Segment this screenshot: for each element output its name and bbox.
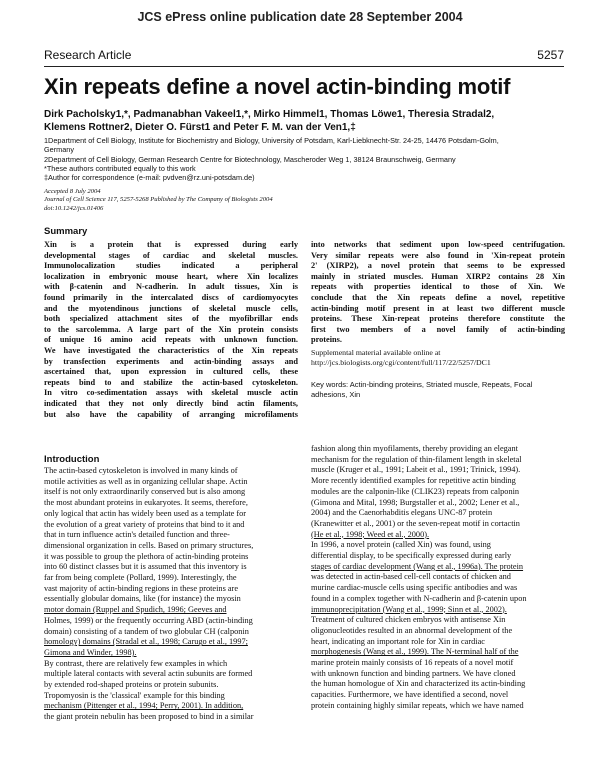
summary-line: proteins. These Xin-repeat proteins therefore constitute the — [311, 314, 565, 324]
introduction-right-column — [311, 444, 565, 712]
author-list — [44, 108, 564, 134]
correspondence-line: ‡Author for correspondence (e-mail: pvdven@rz.uni-potsdam.de) — [44, 173, 255, 183]
body-line-citation[interactable]: (He et al., 1998; Weed et al., 2000). — [311, 529, 430, 539]
body-line: by extended rod-shaped proteins or protein subunits. — [44, 680, 219, 690]
body-line-citation[interactable]: Gimona and Winder, 1998). — [44, 647, 137, 657]
doi: doi:10.1242/jcs.01406 — [44, 204, 104, 212]
affiliation-line: *These authors contributed equally to this work — [44, 163, 196, 173]
affiliations — [44, 136, 564, 182]
body-line: the giant protein nebulin has been proposed to bind in a similar — [44, 712, 254, 722]
body-line: heart, indicating an important role for Xin in cardiac — [311, 636, 485, 646]
body-line: In 1996, a novel protein (called Xin) was found, using — [311, 540, 491, 550]
body-line: motile activities as well as in organizing cellular shape. Actin — [44, 476, 248, 486]
journal-citation: Journal of Cell Science 117, 5257-5268 Published by The Company of Biologists 2004 — [44, 196, 273, 204]
body-line: oligonucleotides resulted in an abnormal development of the — [311, 625, 513, 635]
body-line: itself is not only extraordinarily conserved but is also among — [44, 487, 246, 497]
summary-right-column — [311, 240, 565, 346]
body-line: vast majority of actin-binding regions in these proteins are — [44, 583, 239, 593]
body-line: it was possible to group the plethora of actin-binding proteins — [44, 551, 249, 561]
summary-line: indicated that they not only directly bind actin filaments, — [44, 398, 298, 408]
summary-heading: Summary — [44, 226, 88, 237]
summary-line: 2' (XIRP2), a novel protein that seems to be expressed — [311, 261, 565, 271]
body-line: the most abundant proteins in eukaryotes. It seems, therefore, — [44, 498, 248, 508]
body-line: More recently identified examples for repetitive actin binding — [311, 476, 516, 486]
summary-line: repeats with properties identical to those of Xin. We — [311, 282, 565, 292]
summary-line: Immunolocalization studies indicated a peripheral — [44, 261, 298, 271]
article-title: Xin repeats define a novel actin-binding motif — [44, 74, 511, 99]
introduction-left-column — [44, 466, 298, 723]
summary-line: ascertained that, upon expression in cultured cells, these — [44, 367, 298, 377]
summary-line: Very similar repeats were also found in 'Xin-repeat protein — [311, 250, 565, 260]
body-line-citation[interactable]: mechanism (Pittenger et al., 1994; Perry, 2001). In addition, — [44, 701, 244, 711]
summary-line: conclude that the Xin repeats define a novel, repetitive — [311, 292, 565, 302]
section-label: Research Article — [44, 48, 132, 62]
header-rule — [44, 66, 564, 67]
summary-line: by transfection experiments and actin-binding assays and — [44, 356, 298, 366]
supplemental-note — [311, 348, 565, 368]
summary-line: found primarily in the intercalated discs of cardiomyocytes — [44, 292, 298, 302]
summary-line: and the myotendinous junctions of skeletal muscle cells, — [44, 303, 298, 313]
keywords: Key words: Actin-binding proteins, Striated muscle, Repeats, Focal adhesions, Xin — [311, 380, 533, 400]
author-line: Klemens Rottner2, Dieter O. Fürst1 and Peter F. M. van der Ven1,‡ — [44, 122, 356, 133]
body-line-citation[interactable]: stages of cardiac development (Wang et al., 1996a). The protein — [311, 561, 524, 571]
body-line: into 60 distinct classes but it is assumed that this inventory is — [44, 562, 247, 572]
body-line: Holmes, 1999) or the frequently occurring ABD (actin-binding — [44, 615, 253, 625]
summary-line: both specialized attachment sites of the myofibrillar ends — [44, 314, 298, 324]
body-line: fashion along thin myofilaments, thereby providing an elegant — [311, 444, 518, 453]
epress-banner: JCS ePress online publication date 28 September 2004 — [137, 10, 463, 24]
affiliation-line: Germany — [44, 145, 75, 155]
summary-line: with β-catenin and N-cadherin. In adult tissues, Xin is — [44, 282, 298, 292]
body-line: Tropomyosin is the 'classical' example for this binding — [44, 690, 225, 700]
body-line: dimensional organization in cells. Based on primary structures, — [44, 540, 254, 550]
body-line-citation[interactable]: homology) domains (Stradal et al., 1998; Carugo et al., 1997; — [44, 637, 248, 647]
summary-line: developmental stages of cardiac and skeletal muscles. — [44, 250, 298, 260]
body-line: mechanism for the regulation of thin-filament length in skeletal — [311, 454, 522, 464]
body-line-citation[interactable]: morphogenesis (Wang et al., 1999). The N-terminal half of the — [311, 647, 519, 657]
summary-line: repeats bind to and stabilize the actin-based cytoskeleton. — [44, 377, 298, 387]
summary-line: proteins. — [311, 335, 342, 345]
body-line: (Gimona and Mital, 1998; Burgstaller et al., 2002; Lener et al., — [311, 497, 520, 507]
body-line: The actin-based cytoskeleton is involved in many kinds of — [44, 466, 238, 475]
body-line: capacities. Furthermore, we have identified a second, novel — [311, 690, 509, 700]
summary-left-column — [44, 240, 298, 420]
body-line: 2004) and the Caenorhabditis elegans UNC-87 protein — [311, 508, 493, 518]
body-line: differential display, to be specifically expressed during early — [311, 551, 512, 561]
body-line: murine cardiac-muscle cells using specific antibodies and was — [311, 583, 518, 593]
body-line-citation[interactable]: motor domain (Ruppel and Spudich, 1996; Geeves and — [44, 605, 227, 615]
body-line: that in turn influence actin's detailed function and three- — [44, 530, 230, 540]
summary-line: localization in embryonic mouse heart, where Xin localizes — [44, 271, 298, 281]
summary-line: mainly in striated muscles. Human XIRP2 contains 28 Xin — [311, 271, 565, 281]
summary-line: Xin is a protein that is expressed during early — [44, 240, 298, 249]
summary-line: In vitro co-sedimentation assays with skeletal muscle actin — [44, 388, 298, 398]
body-line: far from being complete (Pollard, 1999). Interestingly, the — [44, 573, 237, 583]
supplemental-text: Supplemental material available online at — [311, 348, 441, 357]
body-line: with unknown function and binding partners. We have cloned — [311, 668, 516, 678]
running-header — [44, 48, 564, 66]
accepted-date: Accepted 8 July 2004 — [44, 188, 101, 195]
supplemental-link[interactable]: http://jcs.biologists.org/cgi/content/full/117/22/5257/DC1 — [311, 358, 491, 367]
affiliation-line: 1Department of Cell Biology, Institute for Biochemistry and Biology, University of Potsdam, Karl-Liebknecht-Str. 24-25, 14476 Potsdam-Golm, — [44, 136, 499, 145]
body-line: the evolution of a great variety of proteins that bind to it and — [44, 519, 245, 529]
summary-line: of unique 16 amino acid repeats with unknown function. — [44, 335, 298, 345]
publication-info — [44, 188, 344, 213]
body-line: found in a complex together with N-cadherin and β-catenin upon — [311, 593, 527, 603]
summary-line: first two members of a novel family of actin-binding — [311, 324, 565, 334]
author-line: Dirk Pacholsky1,*, Padmanabhan Vakeel1,*, Mirko Himmel1, Thomas Löwe1, Theresia Stradal2, — [44, 109, 495, 120]
body-line: the human homologue of Xin and characterized its actin-binding — [311, 679, 526, 689]
body-line: By contrast, there are relatively few examples in which — [44, 658, 228, 668]
body-line: multiple lateral contacts with several actin subunits are formed — [44, 669, 253, 679]
page-number: 5257 — [537, 48, 564, 62]
body-line: protein containing highly similar repeats, which we have named — [311, 700, 524, 710]
body-line: Treatment of cultured chicken embryos with antisense Xin — [311, 615, 506, 625]
summary-line: We have investigated the characteristics of the Xin repeats — [44, 345, 298, 355]
summary-line: actin-binding motif present in at least two different muscle — [311, 303, 565, 313]
summary-line: to the sarcolemma. A large part of the Xin protein consists — [44, 324, 298, 334]
summary-line: but also have the capability of arranging microfilaments — [44, 409, 298, 419]
introduction-heading: Introduction — [44, 454, 100, 465]
body-line: modules are the calponin-like (CLIK23) repeats from calponin — [311, 486, 520, 496]
body-line: (Kranewitter et al., 2001) or the seven-repeat motif in cortactin — [311, 518, 520, 528]
body-line: marine protein mainly consists of 16 repeats of a novel motif — [311, 658, 514, 668]
summary-line: into networks that sediment upon low-speed centrifugation. — [311, 240, 565, 249]
affiliation-line: 2Department of Cell Biology, German Research Centre for Biotechnology, Mascheroder Weg 1, 38124 Braunschweig, Germany — [44, 154, 456, 164]
body-line: muscle (Kruger et al., 1991; Labeit et al., 1991; Trinick, 1994). — [311, 465, 521, 475]
body-line: essentially globular domains, like (for instance) the myosin — [44, 594, 241, 604]
body-line-citation[interactable]: immunoprecipitation (Wang et al., 1999; Sinn et al., 2002). — [311, 604, 507, 614]
body-line: only logical that actin has widely been used as a template for — [44, 508, 247, 518]
body-line: domain) consisting of a tandem of two globular CH (calponin — [44, 626, 249, 636]
body-line: was detected in actin-based cell-cell contacts of chicken and — [311, 572, 511, 582]
